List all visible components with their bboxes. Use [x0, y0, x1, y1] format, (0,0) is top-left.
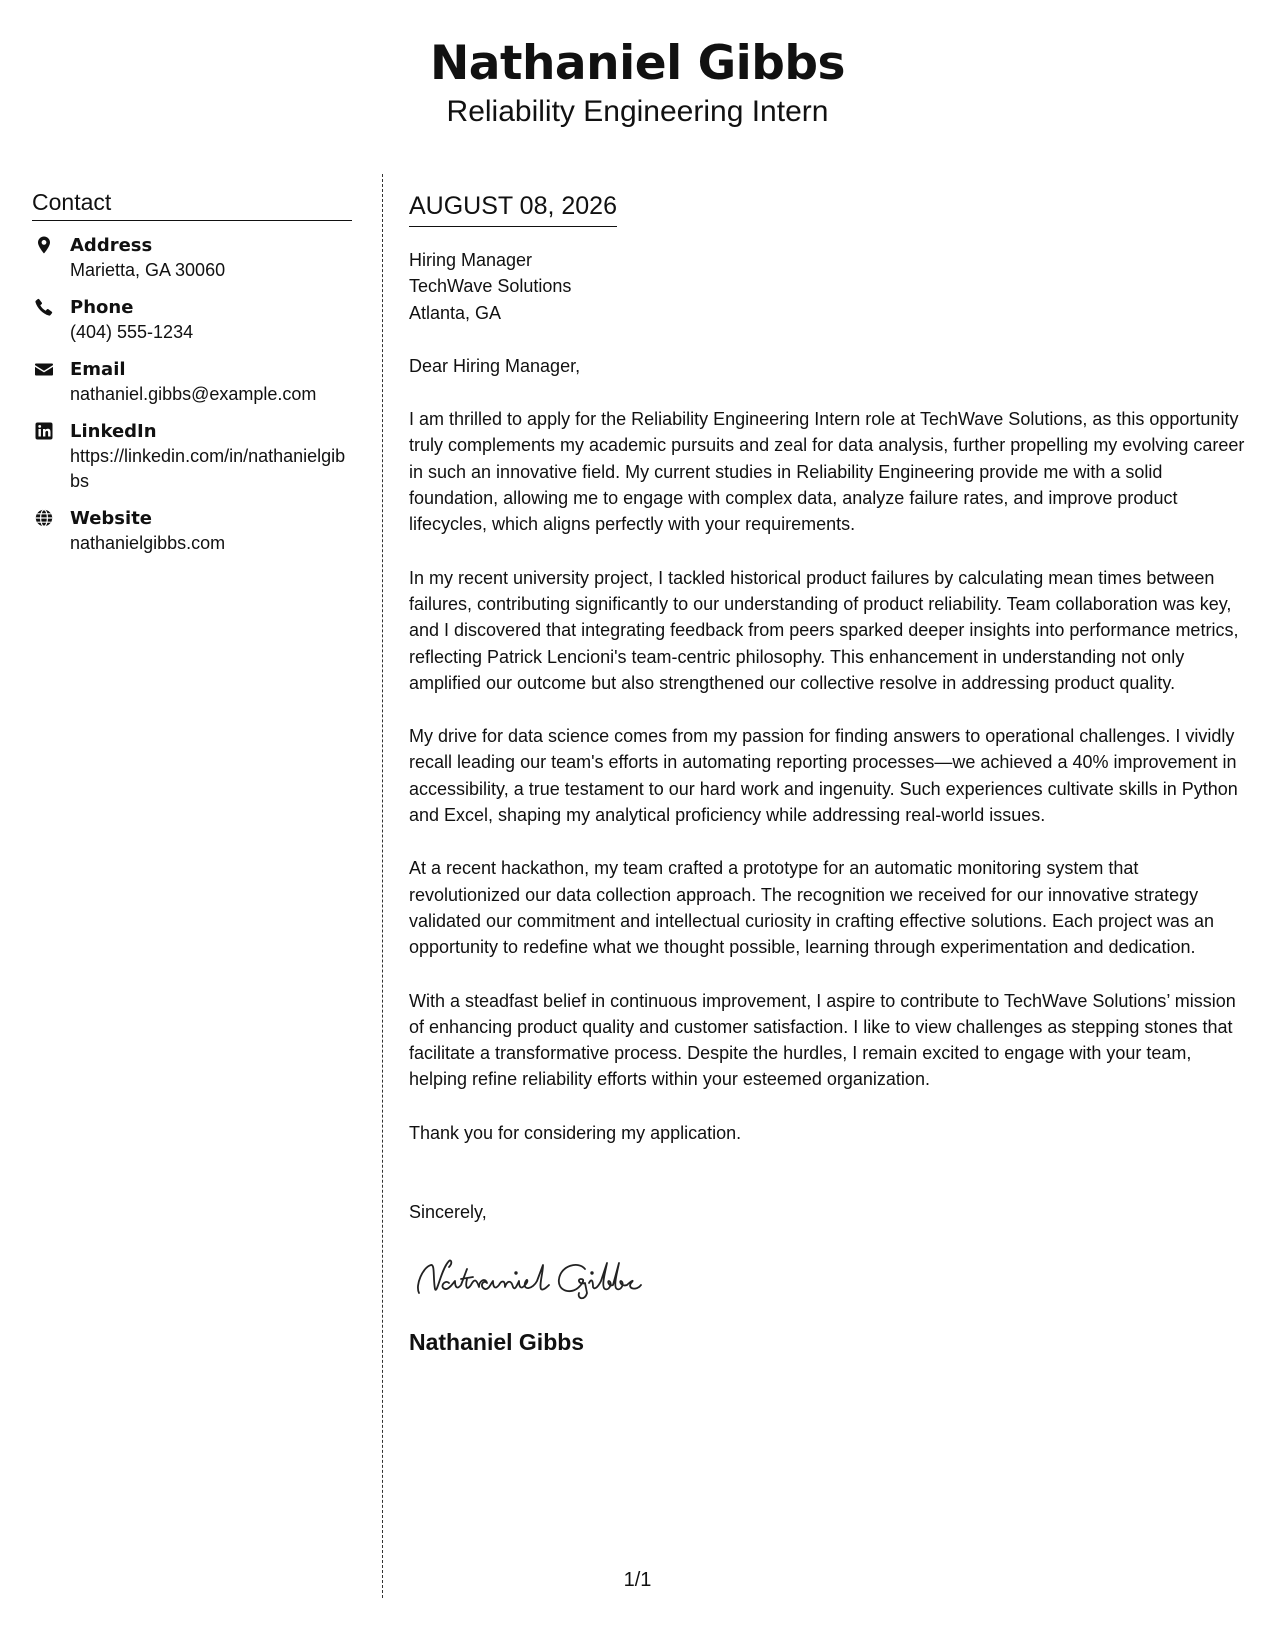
phone-value: (404) 555-1234 — [70, 322, 194, 342]
contact-sidebar — [32, 188, 352, 568]
letter-paragraph: I am thrilled to apply for the Reliability Engineering Intern role at TechWave Solutions, as this opportunity truly complements my academic pursuits and zeal for data analysis, further propelling my evolving career in such an innovative field. My current studies in Reliability Engineering provide me with a solid foundation, allowing me to engage with complex data, analyze failure rates, and improve product lifecycles, which aligns perfectly with your requirements. — [409, 409, 1245, 535]
linkedin-value[interactable]: https://linkedin.com/in/nathanielgibbs — [70, 446, 346, 491]
page-number: 1/1 — [623, 1569, 652, 1591]
recipient-line: Atlanta, GA — [409, 302, 502, 323]
contact-label: Website — [70, 508, 153, 529]
contact-heading: Contact — [32, 188, 352, 221]
salutation: Dear Hiring Manager, — [409, 355, 581, 376]
letter-paragraph: Thank you for considering my application. — [409, 1122, 742, 1143]
address-value: Marietta, GA 30060 — [70, 260, 226, 280]
resume-header — [0, 34, 1275, 130]
letter-paragraph: My drive for data science comes from my passion for finding answers to operational challenges. I vividly recall leading our team's efforts in automating reporting processes—we achieved a 40% improvement in accessibility, a true testament to our hard work and ingenuity. Such experiences cultivate skills in Python and Excel, shaping my analytical proficiency while addressing real-world issues. — [409, 726, 1238, 826]
job-title: Reliability Engineering Intern — [446, 95, 829, 128]
contact-label: Phone — [70, 297, 134, 318]
closing: Sincerely, — [409, 1202, 487, 1223]
linkedin-icon — [34, 421, 54, 441]
column-divider — [382, 174, 383, 1598]
letter-paragraph: In my recent university project, I tackled historical product failures by calculating mean times between failures, contributing significantly to our understanding of product reliability. Team collaboration was key, and I discovered that integrating feedback from peers sparked deeper insights into performance metrics, reflecting Patrick Lencioni's team-centric philosophy. This enhancement in understanding not only amplified our outcome but also strengthened our collective resolve in addressing product quality. — [409, 567, 1239, 693]
contact-label: LinkedIn — [70, 421, 157, 442]
email-value[interactable]: nathaniel.gibbs@example.com — [70, 384, 317, 404]
phone-icon — [34, 297, 54, 317]
recipient-block — [409, 247, 1251, 326]
contact-item-website — [32, 506, 352, 556]
signoff-name: Nathaniel Gibbs — [409, 1329, 585, 1356]
handwritten-signature — [409, 1249, 1251, 1309]
applicant-name: Nathaniel Gibbs — [429, 36, 846, 91]
contact-item-address — [32, 233, 352, 283]
letter-paragraph: With a steadfast belief in continuous improvement, I aspire to contribute to TechWave Solutions’ mission of enhancing product quality and customer satisfaction. I like to view challenges as stepping stones that facilitate a transformative process. Despite the hurdles, I remain excited to engage with your team, helping refine reliability efforts within your esteemed organization. — [409, 990, 1236, 1090]
letter-date: AUGUST 08, 2026 — [409, 190, 617, 227]
contact-item-linkedin — [32, 419, 352, 494]
contact-label: Address — [70, 235, 153, 256]
location-pin-icon — [34, 235, 54, 255]
letter-body — [409, 190, 1251, 1357]
recipient-line: TechWave Solutions — [409, 276, 572, 297]
contact-label: Email — [70, 359, 126, 380]
contact-item-email — [32, 357, 352, 407]
website-value[interactable]: nathanielgibbs.com — [70, 533, 226, 553]
globe-icon — [34, 508, 54, 528]
recipient-line: Hiring Manager — [409, 250, 533, 270]
contact-item-phone — [32, 295, 352, 345]
letter-paragraph: At a recent hackathon, my team crafted a prototype for an automatic monitoring system that revolutionized our data collection approach. The recognition we received for our innovative strategy validated our commitment and intellectual curiosity in crafting effective solutions. Each project was an opportunity to redefine what we thought possible, learning through experimentation and dedication. — [409, 858, 1215, 958]
envelope-icon — [34, 359, 54, 379]
